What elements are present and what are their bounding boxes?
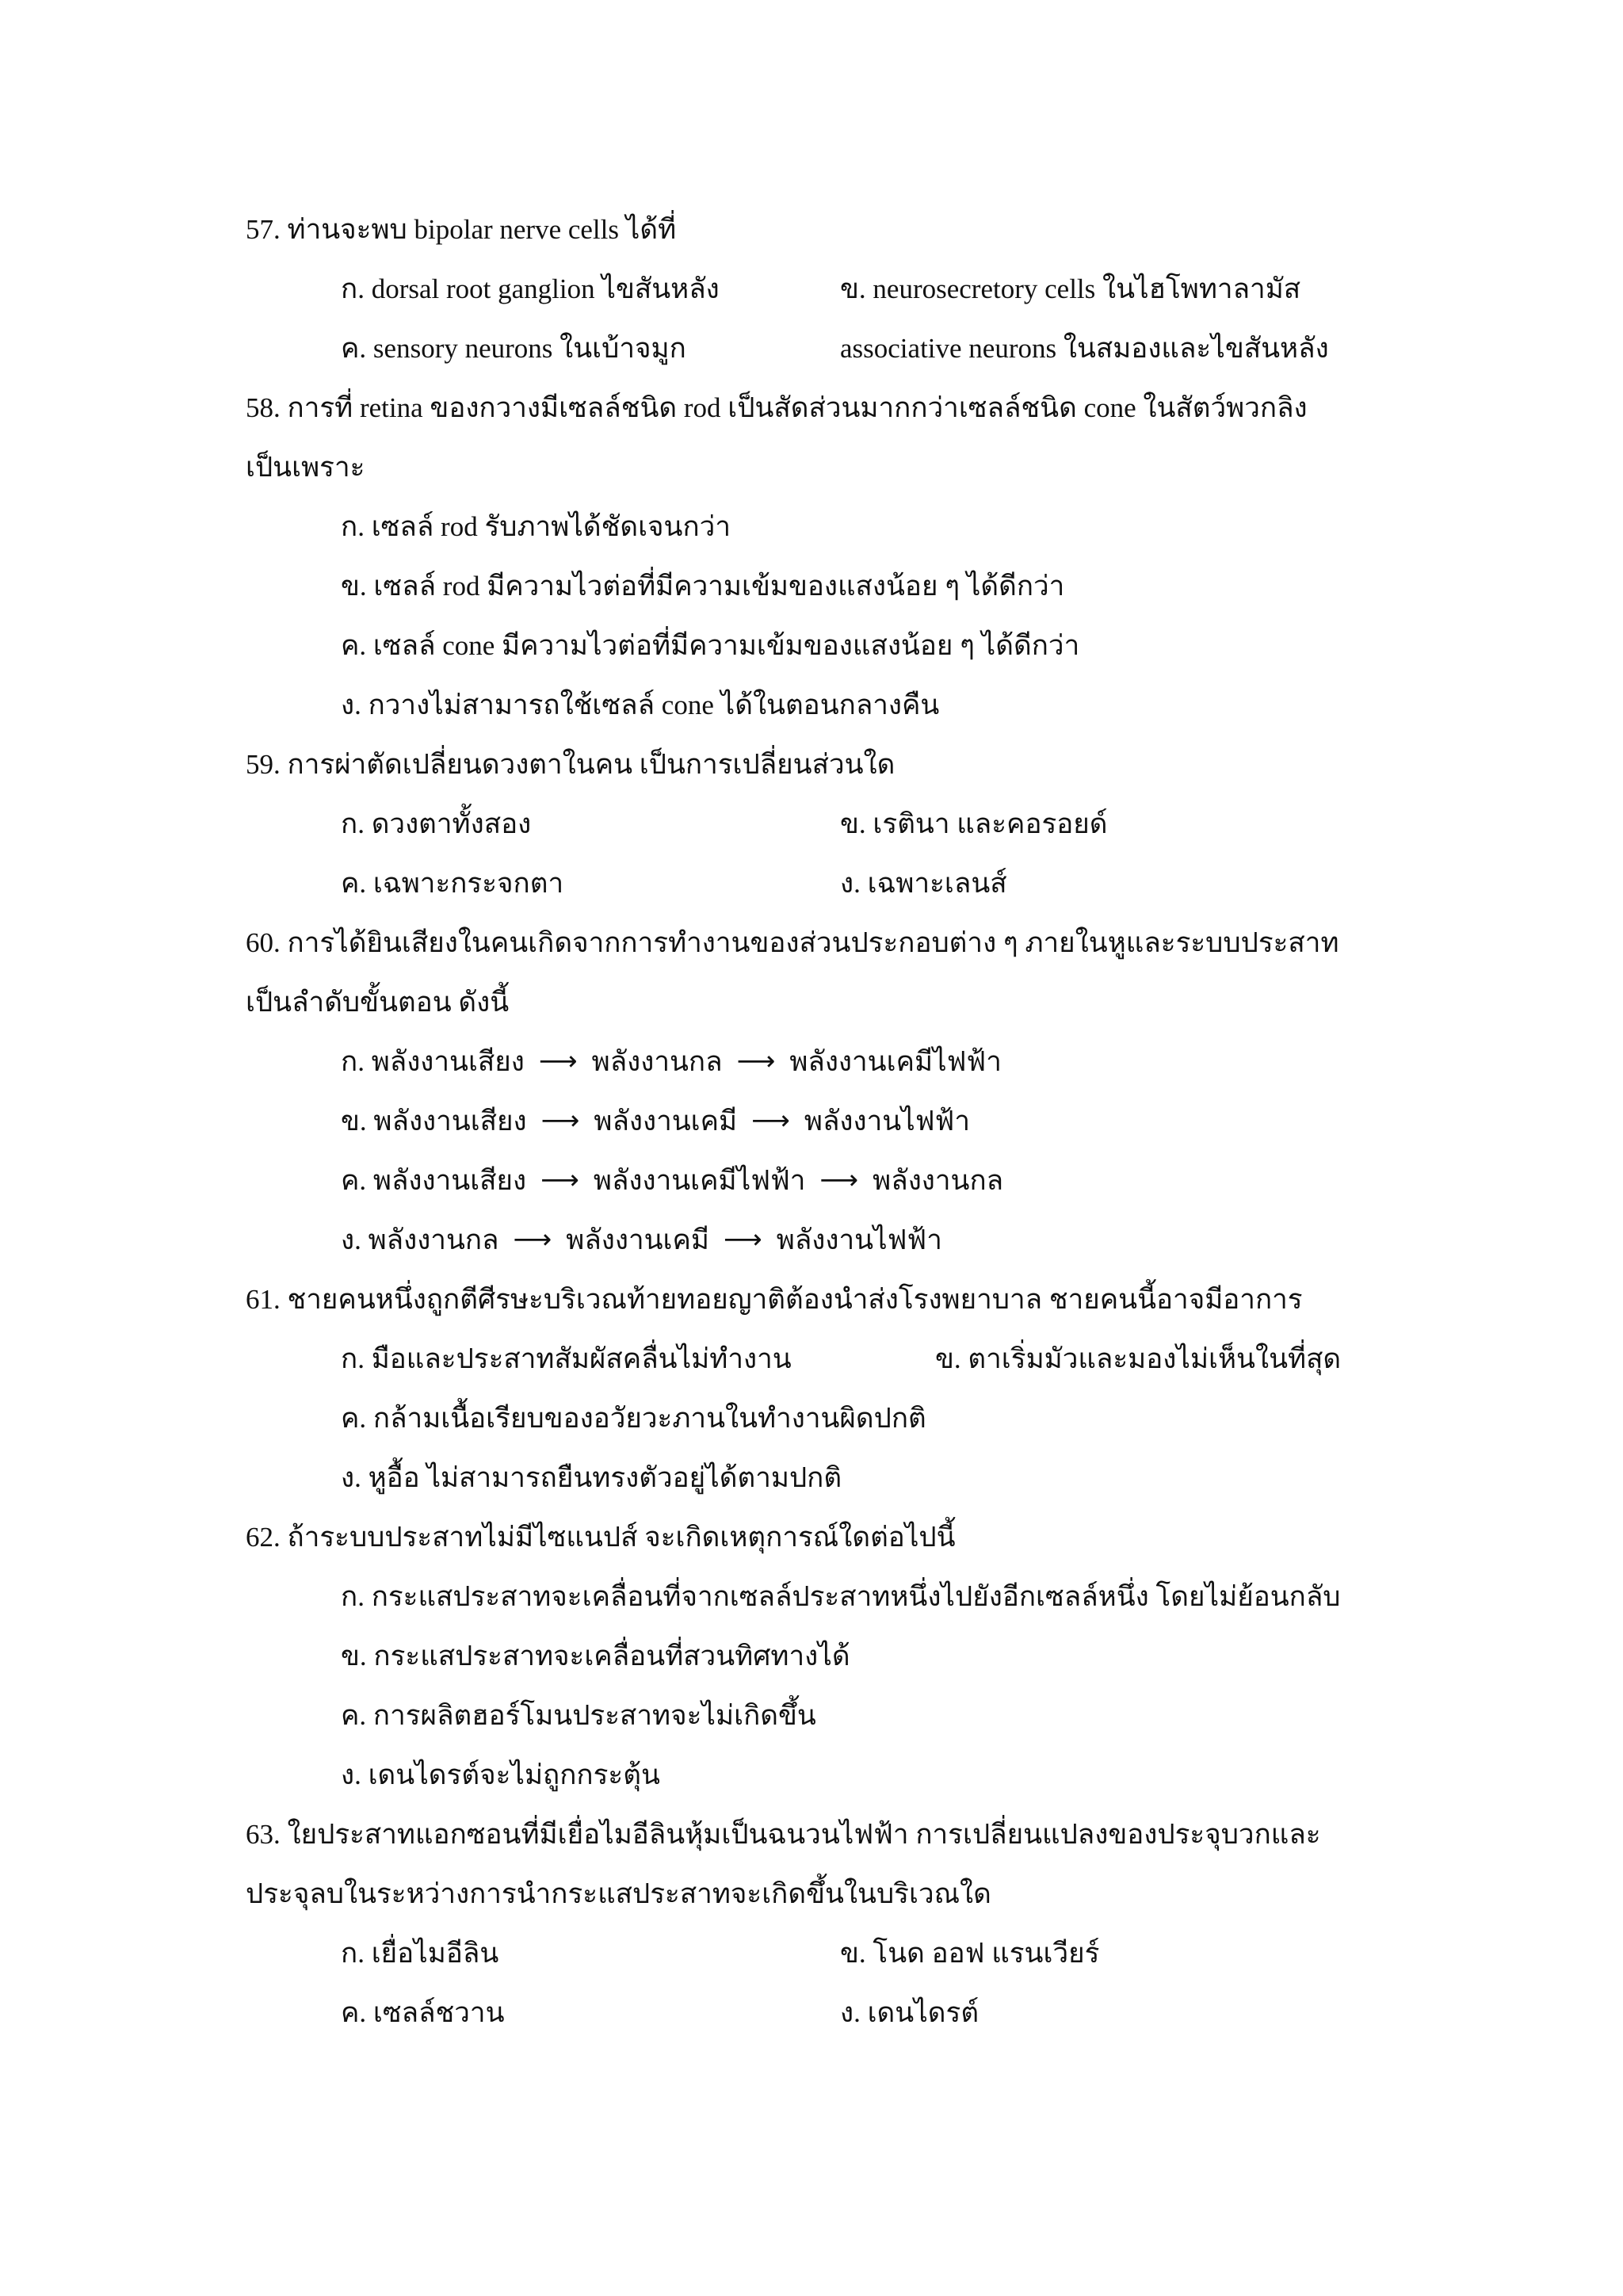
energy-step: พลังงานเคมี — [566, 1224, 709, 1255]
option-d[interactable]: ง. เดนไดรต์จะไม่ถูกกระตุ้น — [341, 1759, 660, 1790]
option-row — [0, 1626, 1623, 1686]
option-d[interactable]: associative neurons ในสมองและไขสันหลัง — [840, 333, 1329, 364]
option-row — [0, 1567, 1623, 1626]
option-c[interactable] — [0, 1151, 1623, 1210]
question-text: การได้ยินเสียงในคนเกิดจากการทำงานของส่วนประกอบต่าง ๆ ภายในหูและระบบประสาท — [287, 927, 1339, 958]
option-row — [0, 1329, 1623, 1389]
question-stem — [0, 913, 1623, 972]
question-number: 60. — [246, 927, 281, 958]
question-stem — [0, 1270, 1623, 1329]
question-text: การผ่าตัดเปลี่ยนดวงตาในคน เป็นการเปลี่ยนส่วนใด — [287, 749, 896, 780]
option-c[interactable]: ค. เฉพาะกระจกตา — [341, 868, 564, 899]
question-stem — [0, 1507, 1623, 1567]
question-text: ท่านจะพบ bipolar nerve cells ได้ที่ — [287, 214, 677, 245]
question-text: เป็นเพราะ — [246, 452, 365, 483]
question-number: 59. — [246, 749, 281, 780]
question-text: เป็นลำดับขั้นตอน ดังนี้ — [246, 987, 510, 1018]
right-arrow-icon: ⟶ — [724, 1224, 762, 1255]
right-arrow-icon: ⟶ — [538, 1045, 578, 1077]
question-stem — [0, 378, 1623, 437]
right-arrow-icon: ⟶ — [736, 1045, 776, 1077]
option-b[interactable]: ข. กระแสประสาทจะเคลื่อนที่สวนทิศทางได้ — [341, 1641, 850, 1671]
option-c[interactable]: ค. เซลล์ชวาน — [341, 1997, 505, 2028]
option-row — [0, 1983, 1623, 2042]
option-a[interactable] — [0, 1032, 1623, 1091]
right-arrow-icon: ⟶ — [540, 1105, 580, 1137]
option-row — [0, 675, 1623, 735]
question-stem — [0, 735, 1623, 794]
energy-step: ข. พลังงานเสียง — [341, 1106, 527, 1137]
question-text: ชายคนหนึ่งถูกตีศีรษะบริเวณท้ายทอยญาติต้องนำส่งโรงพยาบาล ชายคนนี้อาจมีอาการ — [287, 1284, 1303, 1315]
option-d[interactable]: ง. กวางไม่สามารถใช้เซลล์ cone ได้ในตอนกลางคืน — [341, 690, 940, 720]
option-row — [0, 556, 1623, 616]
option-row — [0, 1745, 1623, 1805]
option-a[interactable]: ก. dorsal root ganglion ไขสันหลัง — [341, 273, 720, 304]
option-row — [0, 319, 1623, 378]
right-arrow-icon: ⟶ — [751, 1105, 790, 1137]
question-text: ใยประสาทแอกซอนที่มีเยื่อไมอีลินหุ้มเป็นฉนวนไฟฟ้า การเปลี่ยนแปลงของประจุบวกและ — [287, 1819, 1321, 1850]
option-b[interactable]: ข. เรตินา และคอรอยด์ — [840, 808, 1108, 839]
question-62 — [0, 1507, 1623, 1805]
option-d[interactable]: ง. หูอื้อ ไม่สามารถยืนทรงตัวอยู่ได้ตามปกติ — [341, 1462, 842, 1493]
question-63 — [0, 1805, 1623, 2042]
option-d[interactable]: ง. เฉพาะเลนส์ — [840, 868, 1007, 899]
question-stem — [0, 200, 1623, 259]
option-c[interactable]: ค. การผลิตฮอร์โมนประสาทจะไม่เกิดขึ้น — [341, 1700, 816, 1731]
question-text: ถ้าระบบประสาทไม่มีไซแนปส์ จะเกิดเหตุการณ์ใดต่อไปนี้ — [287, 1522, 956, 1553]
option-row — [0, 1448, 1623, 1507]
right-arrow-icon: ⟶ — [540, 1164, 579, 1196]
question-stem — [0, 1805, 1623, 1864]
question-number: 58. — [246, 392, 281, 423]
question-stem-continued — [0, 1864, 1623, 1924]
option-d[interactable]: ง. เดนไดรต์ — [840, 1997, 980, 2028]
energy-step: พลังงานเคมี — [594, 1106, 738, 1137]
question-text: การที่ retina ของกวางมีเซลล์ชนิด rod เป็นสัดส่วนมากกว่าเซลล์ชนิด cone ในสัตว์พวกลิง — [287, 392, 1308, 423]
question-number: 57. — [246, 214, 281, 245]
option-b[interactable]: ข. ตาเริ่มมัวและมองไม่เห็นในที่สุด — [935, 1343, 1342, 1374]
question-58 — [0, 378, 1623, 735]
option-row — [0, 1924, 1623, 1983]
option-d[interactable] — [0, 1210, 1623, 1270]
option-b[interactable]: ข. โนด ออฟ แรนเวียร์ — [840, 1938, 1100, 1969]
energy-step: พลังงานกล — [591, 1046, 723, 1077]
question-text: ประจุลบในระหว่างการนำกระแสประสาทจะเกิดขึ้นในบริเวณใด — [246, 1878, 991, 1909]
energy-step: พลังงานเคมีไฟฟ้า — [789, 1046, 1002, 1077]
energy-step: พลังงานไฟฟ้า — [776, 1224, 942, 1255]
option-row — [0, 259, 1623, 319]
option-row — [0, 1686, 1623, 1745]
option-row — [0, 854, 1623, 913]
question-57 — [0, 200, 1623, 378]
option-a[interactable]: ก. เยื่อไมอีลิน — [341, 1938, 499, 1969]
option-b[interactable]: ข. เซลล์ rod มีความไวต่อที่มีความเข้มของแสงน้อย ๆ ได้ดีกว่า — [341, 571, 1065, 602]
question-number: 63. — [246, 1819, 281, 1850]
energy-step: พลังงานเคมีไฟฟ้า — [593, 1165, 806, 1196]
question-stem-continued — [0, 972, 1623, 1032]
option-row — [0, 1389, 1623, 1448]
question-60 — [0, 913, 1623, 1270]
option-a[interactable]: ก. กระแสประสาทจะเคลื่อนที่จากเซลล์ประสาทหนึ่งไปยังอีกเซลล์หนึ่ง โดยไม่ย้อนกลับ — [341, 1581, 1341, 1612]
option-row — [0, 794, 1623, 854]
option-c[interactable]: ค. กล้ามเนื้อเรียบของอวัยวะภานในทำงานผิดปกติ — [341, 1403, 926, 1434]
right-arrow-icon: ⟶ — [513, 1224, 552, 1255]
energy-step: ง. พลังงานกล — [341, 1224, 499, 1255]
option-c[interactable]: ค. เซลล์ cone มีความไวต่อที่มีความเข้มของแสงน้อย ๆ ได้ดีกว่า — [341, 630, 1080, 661]
question-number: 62. — [246, 1522, 281, 1553]
option-a[interactable]: ก. เซลล์ rod รับภาพได้ชัดเจนกว่า — [341, 511, 731, 542]
right-arrow-icon: ⟶ — [819, 1164, 859, 1196]
energy-step: ก. พลังงานเสียง — [341, 1046, 525, 1077]
question-number: 61. — [246, 1284, 281, 1315]
option-a[interactable]: ก. ดวงตาทั้งสอง — [341, 808, 532, 839]
energy-step: พลังงานกล — [873, 1165, 1004, 1196]
option-row — [0, 497, 1623, 556]
option-b[interactable] — [0, 1091, 1623, 1151]
energy-step: พลังงานไฟฟ้า — [804, 1106, 970, 1137]
energy-step: ค. พลังงานเสียง — [341, 1165, 527, 1196]
option-b[interactable]: ข. neurosecretory cells ในไฮโพทาลามัส — [840, 273, 1301, 304]
question-61 — [0, 1270, 1623, 1507]
option-row — [0, 616, 1623, 675]
option-c[interactable]: ค. sensory neurons ในเบ้าจมูก — [341, 333, 686, 364]
question-stem-continued — [0, 437, 1623, 497]
question-59 — [0, 735, 1623, 913]
option-a[interactable]: ก. มือและประสาทสัมผัสคลื่นไม่ทำงาน — [341, 1343, 792, 1374]
